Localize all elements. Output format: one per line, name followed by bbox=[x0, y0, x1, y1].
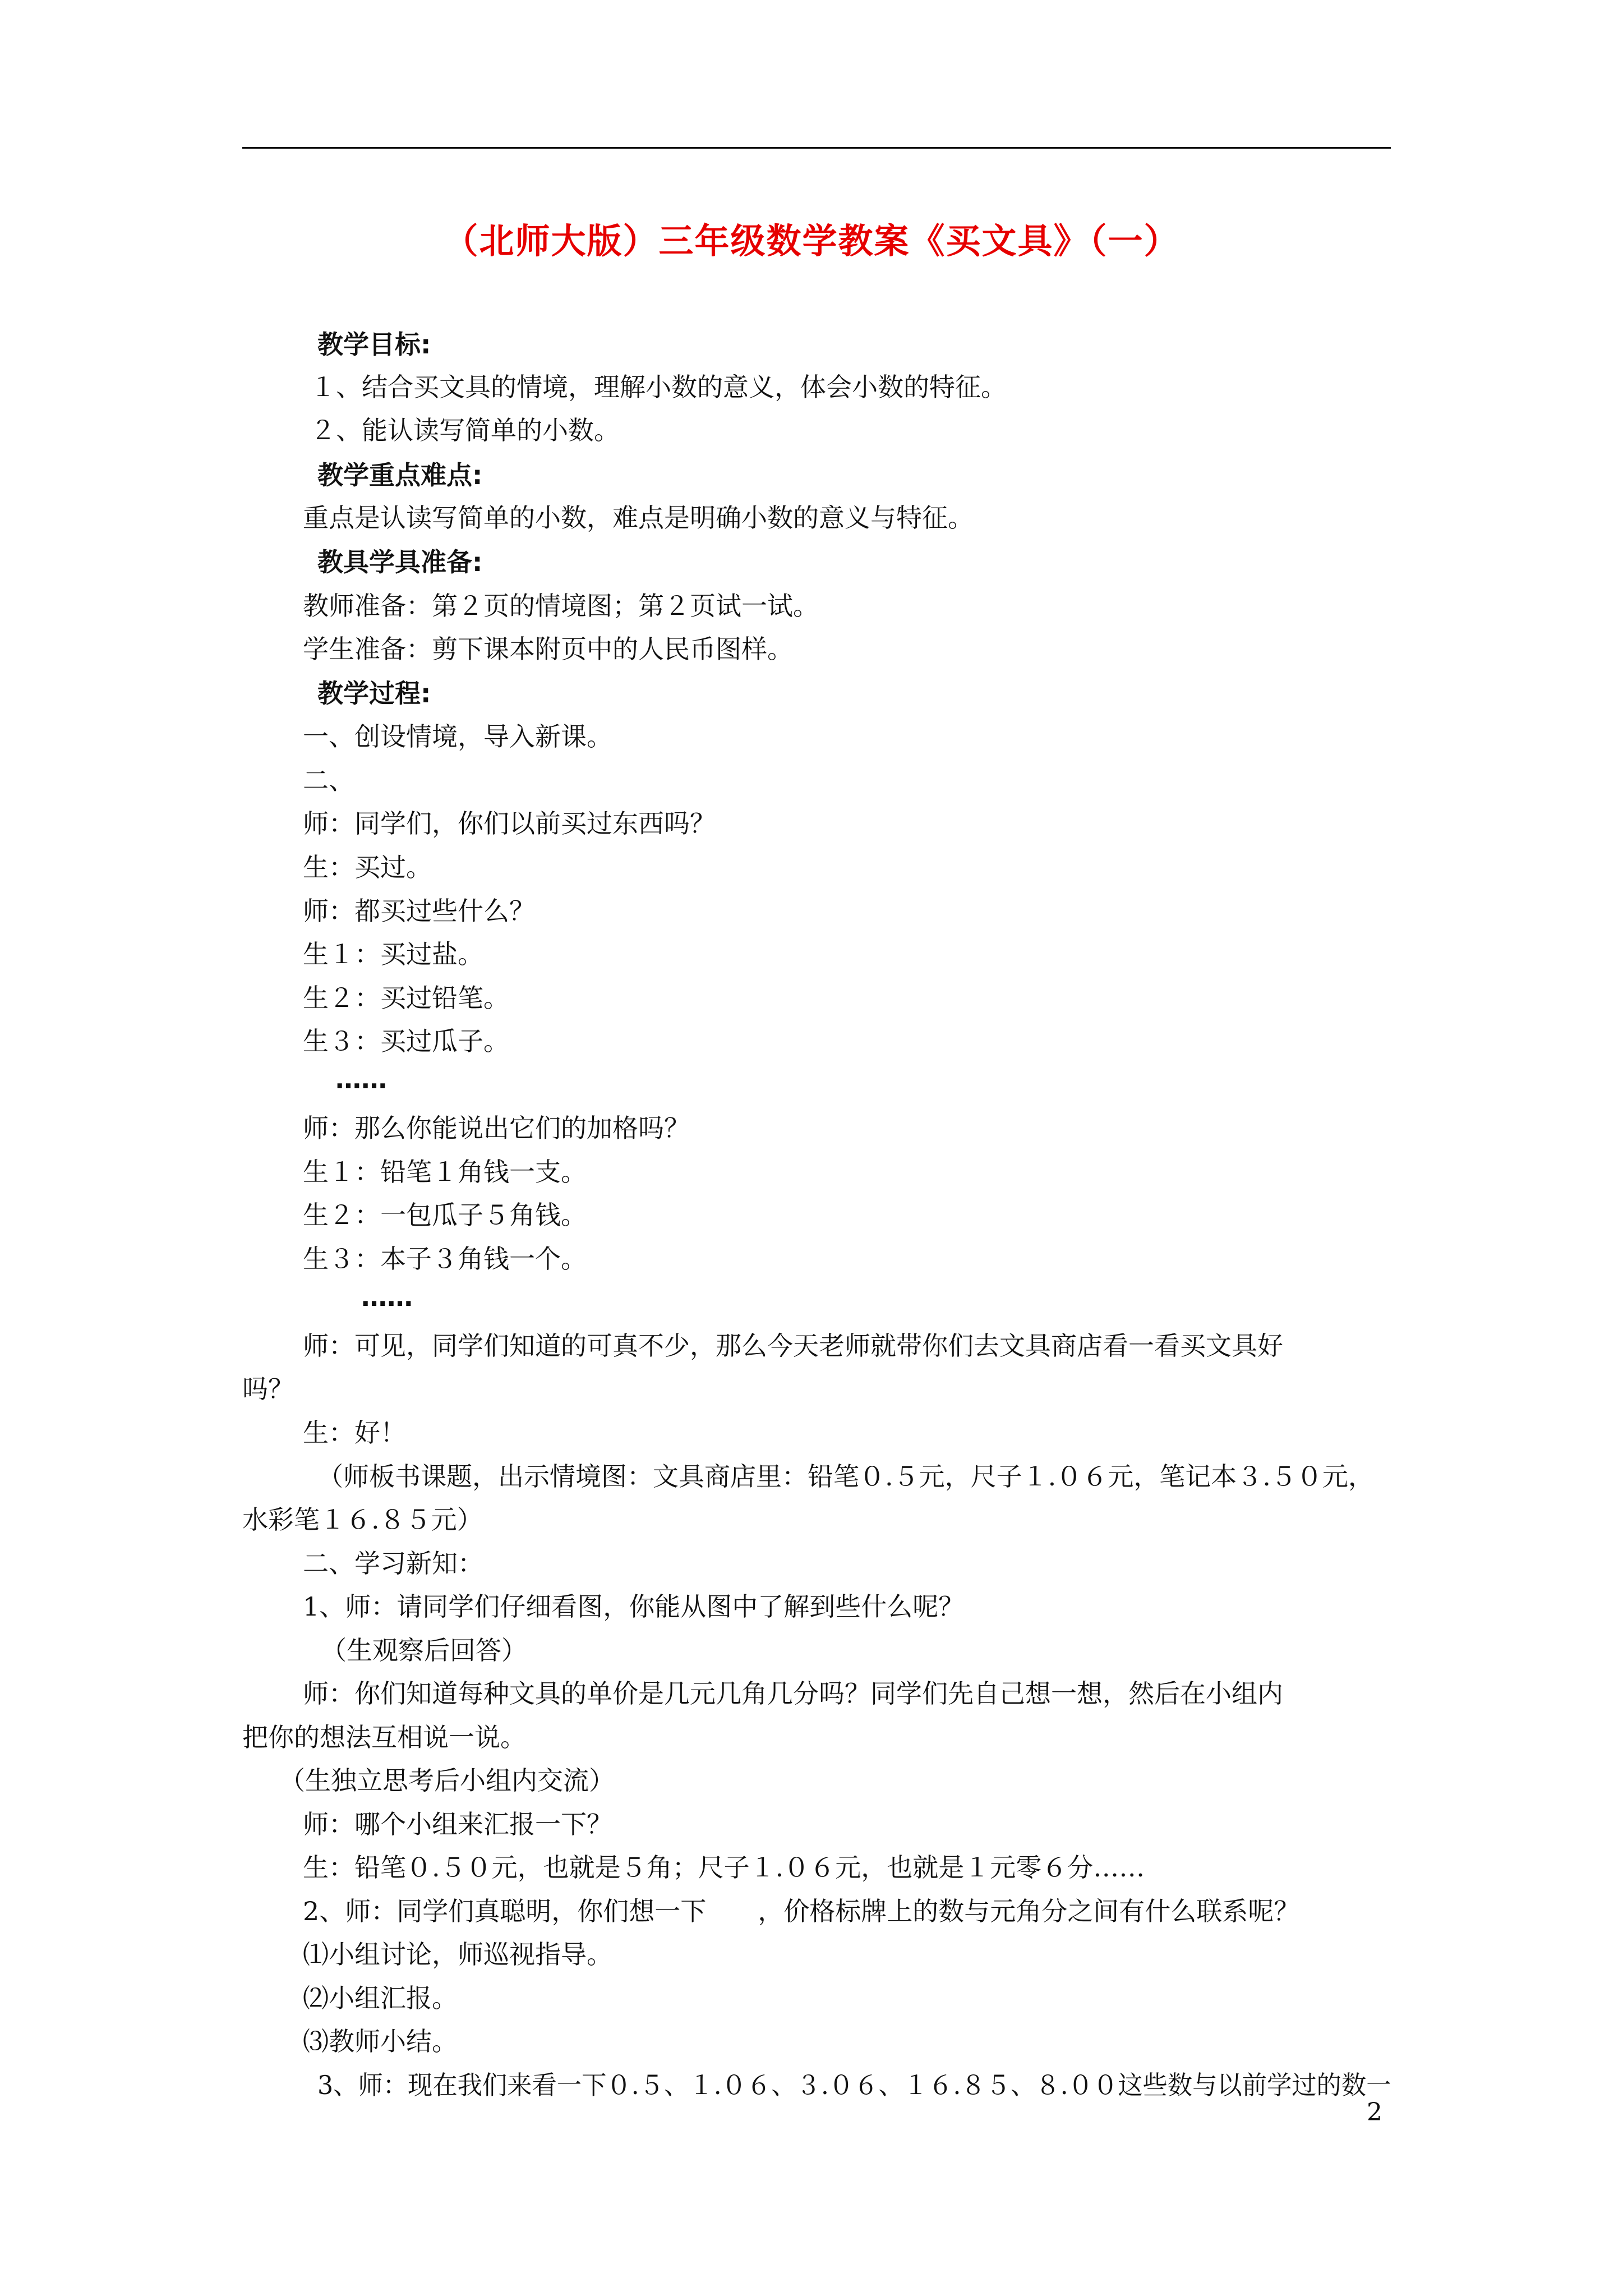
dialogue-line: 生１：铅笔１角钱一支。 bbox=[303, 1157, 587, 1187]
teacher-materials: 教师准备：第２页的情境图；第２页试一试。 bbox=[303, 591, 819, 621]
heading-key-points: 教学重点难点: bbox=[317, 460, 483, 490]
dialogue-line: 生：好！ bbox=[303, 1418, 406, 1448]
dialogue-line: 师：哪个小组来汇报一下？ bbox=[303, 1809, 612, 1839]
list-item: ⑴小组讨论，师巡视指导。 bbox=[303, 1939, 612, 1970]
dialogue-line: 生１：买过盐。 bbox=[303, 939, 483, 969]
key-points-text: 重点是认读写简单的小数，难点是明确小数的意义与特征。 bbox=[303, 503, 974, 533]
heading-objectives: 教学目标: bbox=[317, 329, 431, 360]
dialogue-line: 生：铅笔０.５０元，也就是５角；尺子１.０６元，也就是１元零６分…… bbox=[303, 1852, 1145, 1883]
dialogue-line: 生２：买过铅笔。 bbox=[303, 983, 509, 1013]
heading-process: 教学过程: bbox=[317, 678, 431, 708]
dialogue-line: 师：同学们，你们以前买过东西吗？ bbox=[303, 808, 716, 839]
dialogue-line: 生２：一包瓜子５角钱。 bbox=[303, 1200, 587, 1230]
dialogue-line: 生：买过。 bbox=[303, 852, 432, 882]
paragraph-line: （师板书课题，出示情境图：文具商店里：铅笔０.５元，尺子１.０６元，笔记本３.５０元， bbox=[317, 1461, 1374, 1492]
paragraph-line: 师：可见，同学们知道的可真不少，那么今天老师就带你们去文具商店看一看买文具好 bbox=[303, 1331, 1283, 1361]
objective-1: １、结合买文具的情境，理解小数的意义，体会小数的特征。 bbox=[310, 372, 1007, 402]
dialogue-line: 生３：本子３角钱一个。 bbox=[303, 1244, 587, 1274]
list-item: ⑵小组汇报。 bbox=[303, 1983, 458, 2013]
paragraph-line: 师：你们知道每种文具的单价是几元几角几分吗？同学们先自己想一想，然后在小组内 bbox=[303, 1678, 1283, 1709]
heading-materials: 教具学具准备: bbox=[317, 547, 483, 577]
paragraph-line: （生独立思考后小组内交流） bbox=[279, 1765, 615, 1796]
ellipsis: …… bbox=[361, 1282, 413, 1312]
dialogue-line: 师：那么你能说出它们的加格吗？ bbox=[303, 1113, 690, 1143]
objective-2: ２、能认读写简单的小数。 bbox=[310, 415, 620, 445]
section-heading: 二、学习新知： bbox=[303, 1548, 483, 1579]
paragraph-line: 把你的想法互相说一说。 bbox=[242, 1722, 526, 1752]
dialogue-line: 生３：买过瓜子。 bbox=[303, 1026, 509, 1056]
document-title: （北师大版）三年级数学教案《买文具》（一） bbox=[443, 220, 1180, 261]
paragraph-line: 1、师：请同学们仔细看图，你能从图中了解到些什么呢？ bbox=[303, 1591, 965, 1622]
section-1-heading: 一、创设情境，导入新课。 bbox=[303, 721, 612, 752]
paragraph-line: 3、师：现在我们来看一下０.５、１.０６、３.０６、１６.８５、８.００这些数与以前学过的数一 bbox=[317, 2070, 1391, 2100]
paragraph-line: 2、师：同学们真聪明，你们想一下 ，价格标牌上的数与元角分之间有什么联系呢？ bbox=[303, 1896, 1300, 1926]
ellipsis: …… bbox=[335, 1064, 387, 1094]
section-2-marker: 二、 bbox=[303, 765, 354, 795]
paragraph-line: 吗？ bbox=[242, 1374, 294, 1404]
header-rule bbox=[242, 147, 1391, 149]
page-number: 2 bbox=[1367, 2098, 1382, 2127]
paragraph-line: （生观察后回答） bbox=[321, 1635, 527, 1665]
dialogue-line: 师：都买过些什么？ bbox=[303, 896, 535, 926]
list-item: ⑶教师小结。 bbox=[303, 2026, 458, 2056]
paragraph-line: 水彩笔１６.８５元） bbox=[242, 1504, 483, 1535]
student-materials: 学生准备：剪下课本附页中的人民币图样。 bbox=[303, 634, 793, 664]
